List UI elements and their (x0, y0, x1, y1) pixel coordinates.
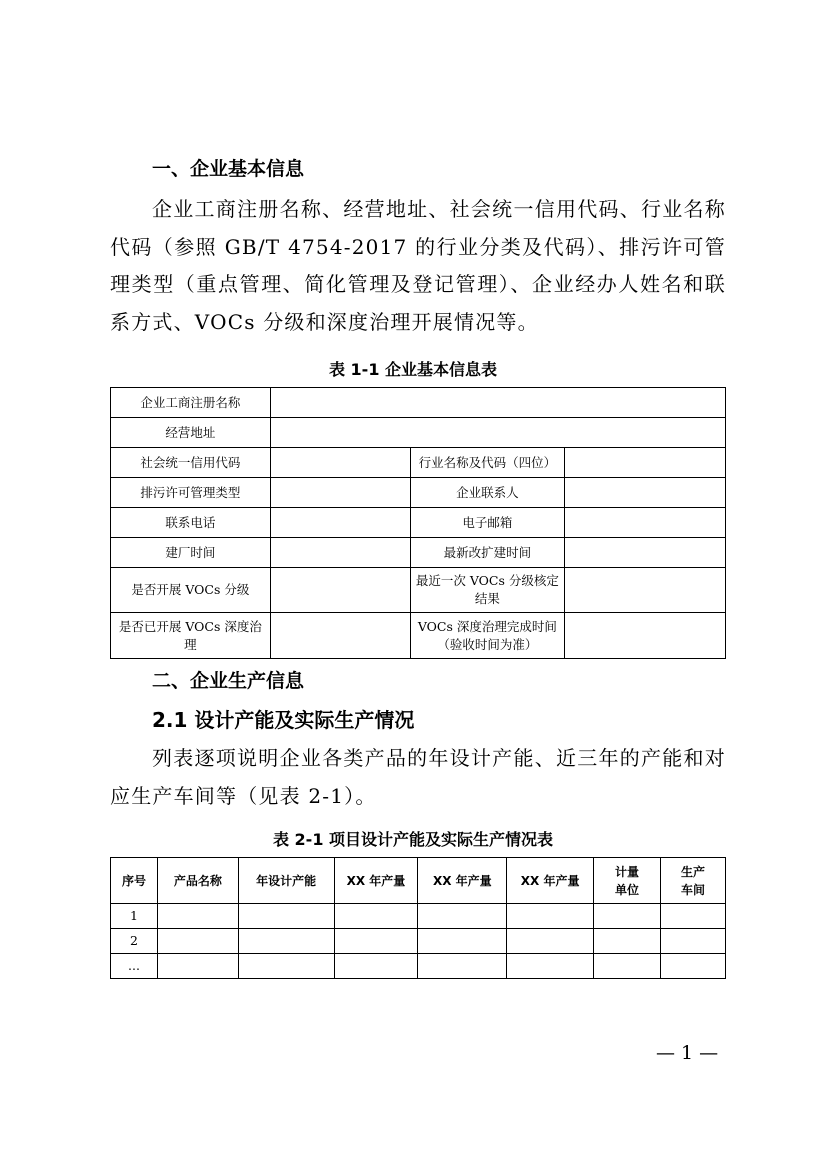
label-cell: VOCs 深度治理完成时间（验收时间为准） (410, 613, 565, 659)
cell[interactable] (594, 929, 661, 954)
label-cell: 最新改扩建时间 (410, 538, 565, 568)
row-number: 1 (111, 904, 158, 929)
production-table (110, 857, 726, 979)
section-heading: 一、企业基本信息 (152, 158, 305, 180)
table-caption: 表 2-1 项目设计产能及实际生产情况表 (272, 830, 554, 849)
value-cell[interactable] (270, 388, 725, 418)
label-cell: 联系电话 (111, 508, 271, 538)
paragraph: 列表逐项说明企业各类产品的年设计产能、近三年的产能和对应生产车间等（见表 2-1）。 (110, 746, 726, 808)
value-cell[interactable] (565, 448, 726, 478)
value-cell[interactable] (270, 508, 410, 538)
cell[interactable] (661, 904, 726, 929)
sub-heading: 2.1 设计产能及实际生产情况 (152, 708, 415, 732)
value-cell[interactable] (565, 613, 726, 659)
cell[interactable] (334, 929, 418, 954)
table-row (111, 904, 726, 929)
label-cell: 企业联系人 (410, 478, 565, 508)
label-cell: 社会统一信用代码 (111, 448, 271, 478)
cell[interactable] (594, 954, 661, 979)
cell[interactable] (157, 904, 238, 929)
value-cell[interactable] (270, 418, 725, 448)
value-cell[interactable] (270, 613, 410, 659)
label-cell: 电子邮箱 (410, 508, 565, 538)
column-header: 计量单位 (594, 858, 661, 904)
label-cell: 建厂时间 (111, 538, 271, 568)
page-number: — 1 — (656, 1042, 719, 1064)
column-header: 产品名称 (157, 858, 238, 904)
column-header: XX 年产量 (418, 858, 507, 904)
column-header: 序号 (111, 858, 158, 904)
label-cell: 排污许可管理类型 (111, 478, 271, 508)
value-cell[interactable] (565, 508, 726, 538)
cell[interactable] (507, 954, 594, 979)
label-cell: 是否已开展 VOCs 深度治理 (111, 613, 271, 659)
paragraph: 企业工商注册名称、经营地址、社会统一信用代码、行业名称代码（参照 GB/T 4754-2017 的行业分类及代码）、排污许可管理类型（重点管理、简化管理及登记管理）、企业经办人姓名和联系方式、VOCs 分级和深度治理开展情况等。 (110, 197, 726, 334)
cell[interactable] (238, 904, 334, 929)
value-cell[interactable] (270, 448, 410, 478)
label-cell: 是否开展 VOCs 分级 (111, 568, 271, 613)
table-row (111, 954, 726, 979)
label-cell: 行业名称及代码（四位） (410, 448, 565, 478)
cell[interactable] (334, 954, 418, 979)
value-cell[interactable] (565, 478, 726, 508)
column-header: 生产车间 (661, 858, 726, 904)
section-heading: 二、企业生产信息 (152, 670, 305, 692)
row-number: ... (111, 954, 158, 979)
table-caption: 表 1-1 企业基本信息表 (328, 360, 498, 379)
cell[interactable] (238, 954, 334, 979)
cell[interactable] (661, 954, 726, 979)
cell[interactable] (238, 929, 334, 954)
value-cell[interactable] (565, 538, 726, 568)
value-cell[interactable] (270, 568, 410, 613)
cell[interactable] (157, 954, 238, 979)
column-header: XX 年产量 (507, 858, 594, 904)
value-cell[interactable] (270, 478, 410, 508)
cell[interactable] (661, 929, 726, 954)
cell[interactable] (334, 904, 418, 929)
row-number: 2 (111, 929, 158, 954)
column-header: 年设计产能 (238, 858, 334, 904)
column-header: XX 年产量 (334, 858, 418, 904)
cell[interactable] (507, 904, 594, 929)
label-cell: 企业工商注册名称 (111, 388, 271, 418)
value-cell[interactable] (565, 568, 726, 613)
enterprise-info-table (110, 387, 726, 659)
cell[interactable] (418, 904, 507, 929)
table-row (111, 929, 726, 954)
cell[interactable] (418, 954, 507, 979)
value-cell[interactable] (270, 538, 410, 568)
label-cell: 最近一次 VOCs 分级核定结果 (410, 568, 565, 613)
label-cell: 经营地址 (111, 418, 271, 448)
cell[interactable] (418, 929, 507, 954)
cell[interactable] (594, 904, 661, 929)
cell[interactable] (507, 929, 594, 954)
cell[interactable] (157, 929, 238, 954)
